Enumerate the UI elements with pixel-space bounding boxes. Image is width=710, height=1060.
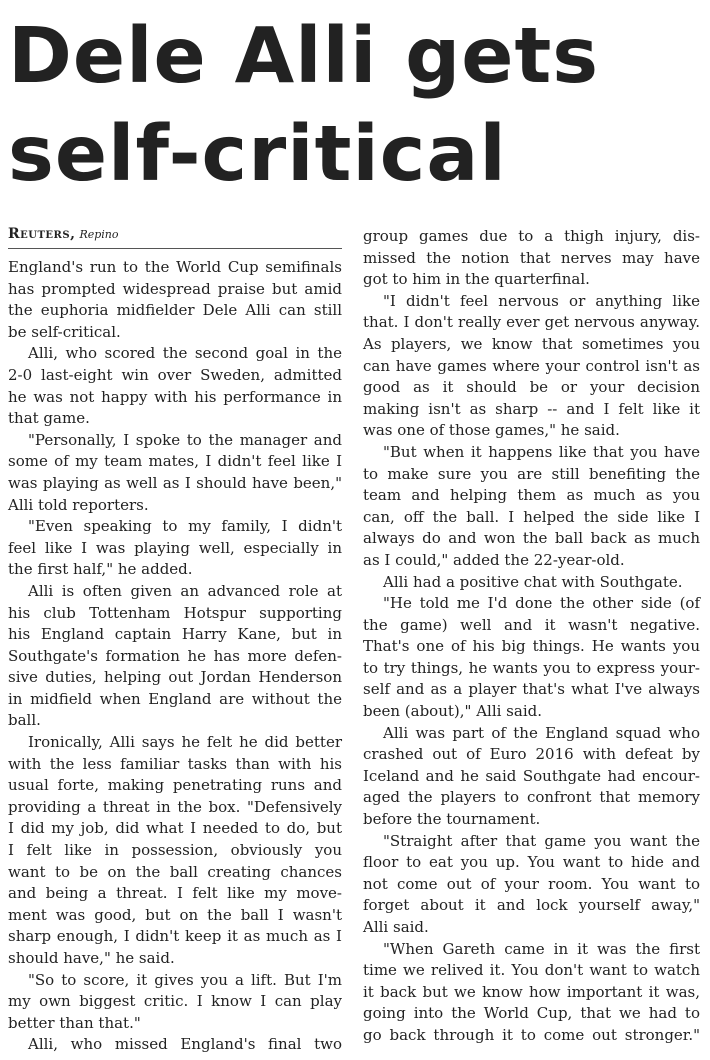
text-line: ball. [8, 711, 41, 730]
text-line: be self-critical. [8, 322, 121, 341]
text-line: can, off the ball. I helped the side like I [363, 507, 700, 526]
text-line: floor to eat you up. You want to hide and [363, 853, 700, 872]
text-line: "So to score, it gives you a lift. But I'm [28, 970, 342, 989]
text-line: "Even speaking to my family, I didn't [28, 517, 342, 536]
text-line: Alli was part of the England squad who [383, 723, 700, 742]
text-line: providing a threat in the box. "Defensively [8, 797, 342, 816]
text-line: to try things, he wants you to express your- [363, 658, 700, 677]
headline [8, 8, 708, 204]
text-line: the game) well and it wasn't negative. [363, 615, 700, 634]
text-line: "I didn't feel nervous or anything like [383, 291, 700, 310]
text-line: before the tournament. [363, 810, 541, 829]
text-line: Ironically, Alli says he felt he did better [28, 733, 342, 752]
text-line: crashed out of Euro 2016 with defeat by [363, 745, 700, 764]
text-line: good as it should be or your decision [363, 378, 700, 397]
text-line: making isn't as sharp -- and I felt like it [363, 399, 700, 418]
text-line: and being a threat. I felt like my move- [8, 884, 342, 903]
text-line: sive duties, helping out Jordan Henderson [8, 668, 342, 687]
text-line: feel like I was playing well, especially in [8, 538, 342, 557]
text-line: Alli is often given an advanced role at [28, 581, 342, 600]
article-column-left [8, 226, 342, 1056]
text-line: "Straight after that game you want the [383, 831, 700, 850]
text-line: the first half," he added. [8, 560, 193, 579]
text-line: it back but we know how important it was, [363, 982, 700, 1001]
text-line: As players, we know that sometimes you [363, 334, 700, 353]
text-line: always do and won the ball back as much [363, 529, 700, 548]
text-line: "Personally, I spoke to the manager and [28, 430, 342, 449]
text-line: can have games where your control isn't as [363, 356, 700, 375]
text-line: with the less familiar tasks than with his [8, 754, 342, 773]
text-line: got to him in the quarterfinal. [363, 270, 590, 289]
text-line: self and as a player that's what I've always [363, 680, 700, 699]
text-line: Alli had a positive chat with Southgate. [383, 572, 683, 591]
text-line: Iceland and he said Southgate had encour- [363, 766, 700, 785]
byline-agency: Reuters, [8, 226, 76, 242]
article-body-left [8, 257, 342, 1056]
headline-line-1: Dele Alli gets [8, 12, 600, 101]
text-line: the euphoria midfielder Dele Alli can still [8, 301, 342, 320]
text-line: to make sure you are still benefiting the [363, 464, 700, 483]
article-column-right [363, 226, 700, 1047]
text-line: forget about it and lock yourself away," [363, 896, 700, 915]
text-line: in midfield when England are without the [8, 689, 342, 708]
text-line: was one of those games," he said. [363, 421, 620, 440]
text-line: missed the notion that nerves may have [363, 248, 700, 267]
text-line: he was not happy with his performance in [8, 387, 342, 406]
text-line: some of my team mates, I didn't feel like I [8, 452, 342, 471]
text-line: been (about)," Alli said. [363, 702, 542, 721]
text-line: my own biggest critic. I know I can play [8, 992, 342, 1011]
text-line: England's run to the World Cup semifinals [8, 258, 342, 276]
text-line: not come out of your room. You want to [363, 874, 700, 893]
text-line: Alli said. [363, 918, 429, 936]
text-line: usual forte, making penetrating runs and [8, 776, 342, 795]
text-line: I felt like in possession, obviously you [8, 841, 342, 860]
text-line: Southgate's formation he has more defen- [8, 646, 342, 665]
text-line: was playing as well as I should have been," [8, 473, 342, 492]
text-line: "When Gareth came in it was the first [383, 939, 700, 958]
text-line: group games due to a thigh injury, dis- [363, 227, 700, 245]
text-line: that. I don't really ever get nervous anyway. [363, 313, 700, 332]
text-line: sharp enough, I didn't keep it as much as I [8, 927, 342, 946]
text-line: his club Tottenham Hotspur supporting [8, 603, 342, 622]
text-line: "He told me I'd done the other side (of [383, 594, 700, 613]
text-line: ment was good, but on the ball I wasn't [8, 905, 342, 924]
text-line: going into the World Cup, that we had to [363, 1004, 700, 1023]
article-body-right [363, 226, 700, 1047]
text-line: Alli told reporters. [8, 495, 149, 514]
text-line: That's one of his big things. He wants you [363, 637, 700, 656]
text-line: aged the players to confront that memory [363, 788, 700, 807]
byline [8, 226, 342, 249]
text-line: should have," he said. [8, 949, 175, 967]
text-line: team and helping them as much as you [363, 486, 700, 505]
text-line: that game. [8, 409, 90, 428]
text-line: want to be on the ball creating chances [8, 862, 342, 881]
text-line: Alli, who scored the second goal in the [28, 344, 342, 363]
byline-place: Repino [79, 228, 119, 241]
text-line: I did my job, did what I needed to do, but [8, 819, 342, 838]
text-line: better than that." [8, 1013, 141, 1032]
text-line: Alli, who missed England's final two [28, 1035, 342, 1054]
text-line: time we relived it. You don't want to watch [363, 961, 700, 980]
text-line: go back through it to come out stronger." [363, 1025, 700, 1044]
text-line: 2-0 last-eight win over Sweden, admitted [8, 365, 342, 384]
text-line: has prompted widespread praise but amid [8, 279, 342, 298]
headline-line-2: self-critical [8, 110, 507, 199]
text-line: his England captain Harry Kane, but in [8, 625, 342, 644]
text-line: as I could," added the 22-year-old. [363, 550, 625, 569]
text-line: "But when it happens like that you have [383, 442, 700, 461]
